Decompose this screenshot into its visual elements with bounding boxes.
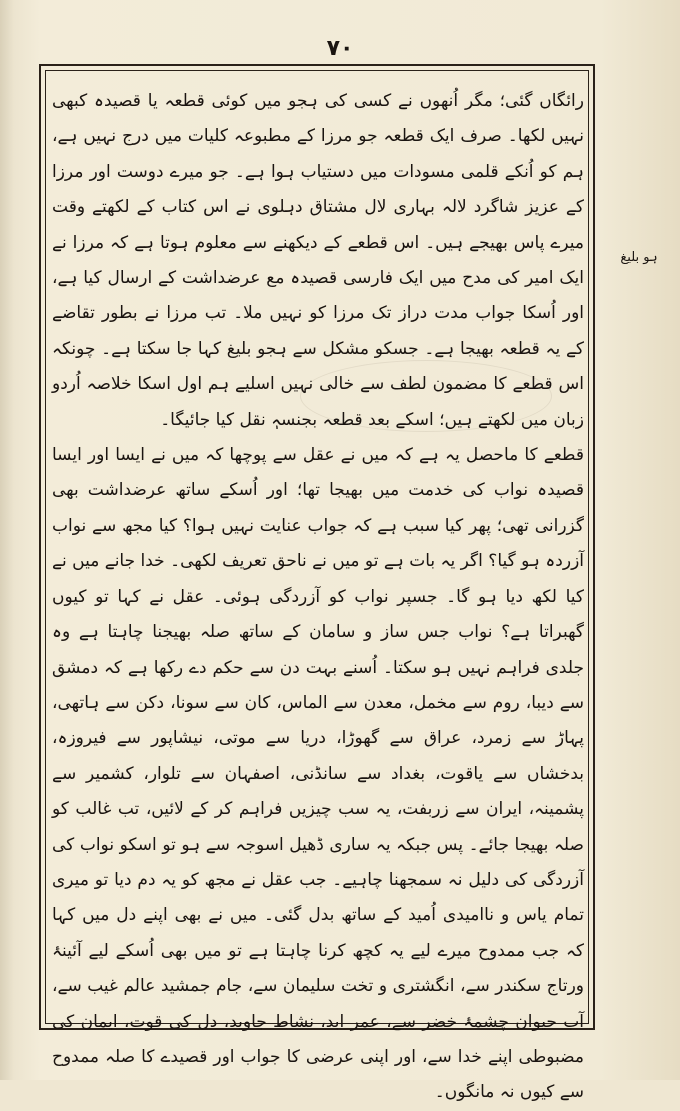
- margin-note: ہو بلیغ: [620, 250, 658, 265]
- page-number: ۷۰: [326, 36, 354, 61]
- paragraph-1: رائگاں گئی؛ مگر اُنھوں نے کسی کی ہجو میں کوئی قطعہ یا قصیدہ کبھی نہیں لکھا۔ صرف ایک قطعہ جو مرزا کے مطبوعہ کلیات میں درج نہیں ہے، ہم کو اُنکے قلمی مسودات میں دستیاب ہوا ہے۔ جو میرے دوست اور مرزا کے عزیز شاگرد لالہ بہاری لال مشتاق دہلوی نے اس کتاب کے لکھتے وقت میرے پاس بھیجے ہیں۔ اس قطعے کے دیکھنے سے معلوم ہوتا ہے کہ مرزا نے ایک امیر کی مدح میں ایک فارسی قصیدہ مع عرضداشت کے ارسال کیا ہے، اور اُسکا جواب مدت دراز تک مرزا کو نہیں ملا۔ تب مرزا نے بطور تقاضے کے یہ قطعہ بھیجا ہے۔ جسکو مشکل سے ہجو بلیغ کہا جا سکتا ہے۔ چونکہ اس قطعے کا مضمون لطف سے خالی نہیں اسلیے ہم اول اسکا خلاصہ اُردو زبان میں لکھتے ہیں؛ اسکے بعد قطعہ بجنسہٖ نقل کیا جائیگا۔: [52, 91, 584, 430]
- paragraph-2: قطعے کا ماحصل یہ ہے کہ میں نے عقل سے پوچھا کہ میں نے ایسا اور ایسا قصیدہ نواب کی خدمت میں بھیجا تھا؛ اور اُسکے ساتھ عرضداشت بھی گزرانی تھی؛ پھر کیا سبب ہے کہ جواب عنایت نہیں ہوا؟ کیا مجھ سے نواب آزردہ ہو گیا؟ اگر یہ بات ہے تو میں نے ناحق تعریف لکھی۔ خدا جانے میں نے کیا لکھ دیا ہو گا۔ جسپر نواب کو آزردگی ہوئی۔ عقل نے کہا تو کیوں گھبراتا ہے؟ نواب جس ساز و سامان کے ساتھ صلہ بھیجنا چاہتا ہے وہ جلدی فراہم نہیں ہو سکتا۔ اُسنے بہت دن سے حکم دے رکھا ہے کہ دمشق سے دیبا، روم سے مخمل، معدن سے الماس، کان سے سونا، دکن سے ہاتھی، پہاڑ سے زمرد، عراق سے گھوڑا، دریا سے موتی، نیشاپور سے فیروزہ، بدخشاں سے یاقوت، بغداد سے سانڈنی، اصفہان سے تلوار، کشمیر سے پشمینہ، ایران سے زربفت، یہ سب چیزیں فراہم کر کے لائیں، تب غالب کو صلہ بھیجا جائے۔ پس جبکہ یہ ساری ڈھیل اسوجہ سے ہو تو اسکو نواب کی آزردگی کی دلیل نہ سمجھنا چاہیے۔ جب عقل نے مجھ کو یہ دم دیا تو میری تمام یاس و ناامیدی اُمید کے ساتھ بدل گئی۔ میں نے بھی اپنے دل میں کہا کہ جب ممدوح میرے لیے یہ کچھ کرنا چاہتا ہے تو میں بھی اُسکے لیے آئینۂ ورتاج سکندر سے، انگشتری و تخت سلیمان سے، جام جمشید عالم غیب سے، آب حیوان چشمۂ خضر سے، عمر ابد، نشاط جاوید، دل کی قوت، ایمان کی مضبوطی اپنے خدا سے، اور اپنی عرضی کا جواب اور قصیدے کا صلہ ممدوح سے کیوں نہ مانگوں۔: [52, 445, 584, 1103]
- body-text: [52, 84, 584, 1111]
